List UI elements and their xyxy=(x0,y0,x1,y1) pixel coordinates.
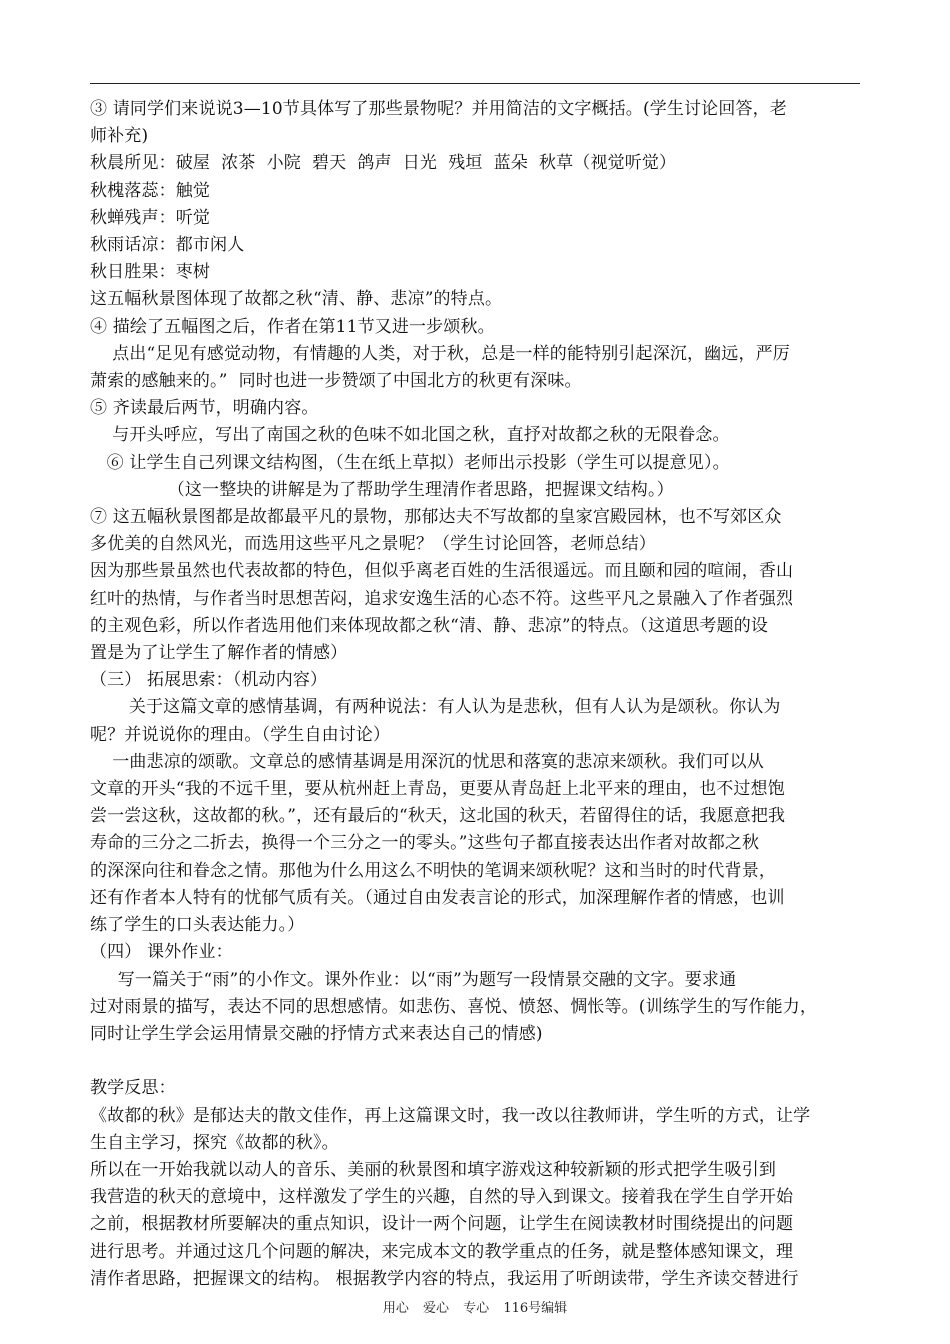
text-line: ⑥ 让学生自己列课文结构图，（生在纸上草拟）老师出示投影（学生可以提意见）。 xyxy=(90,452,730,473)
footer-text-3: 专心 xyxy=(463,1301,490,1316)
document-body xyxy=(90,96,862,1293)
text-line: 一曲悲凉的颂歌。文章总的感情基调是用深沉的忧思和落寞的悲凉来颂秋。我们可以从 xyxy=(90,751,764,772)
text-line: 秋蝉残声：听觉 xyxy=(90,207,211,228)
text-line: 秋晨所见：破屋 浓茶 小院 碧天 鸽声 日光 残垣 蓝朵 秋草（视觉听觉） xyxy=(90,153,677,174)
text-line xyxy=(90,1048,862,1075)
text-line: 教学反思： xyxy=(90,1078,176,1099)
text-line: 与开头呼应，写出了南国之秋的色味不如北国之秋，直抒对故都之秋的无限眷念。 xyxy=(90,425,730,446)
text-line: 秋雨话凉：都市闲人 xyxy=(90,235,245,256)
text-line: （三） 拓展思索：（机动内容） xyxy=(90,670,328,691)
text-line: 还有作者本人特有的忧郁气质有关。（通过自由发表言论的形式，加深理解作者的情感，也训 xyxy=(90,887,785,908)
text-line: 的深深向往和眷念之情。那他为什么用这么不明快的笔调来颂秋呢？这和当时的时代背景， xyxy=(90,860,776,881)
text-line: 呢？并说说你的理由。（学生自由讨论） xyxy=(90,724,391,745)
text-line: 所以在一开始我就以动人的音乐、美丽的秋景图和填字游戏这种较新颖的形式把学生吸引到 xyxy=(90,1159,776,1180)
footer-text-1: 用心 xyxy=(382,1301,409,1316)
text-line: 同时让学生学会运用情景交融的抒情方式来表达自己的情感) xyxy=(90,1023,543,1044)
footer-text-4: 116号编辑 xyxy=(503,1301,568,1316)
text-line: ④ 描绘了五幅图之后，作者在第11节又进一步颂秋。 xyxy=(90,316,495,337)
text-line: 这五幅秋景图体现了故都之秋“清、静、悲凉”的特点。 xyxy=(90,289,503,310)
text-line: 的主观色彩，所以作者选用他们来体现故都之秋“清、静、悲凉”的特点。（这道思考题的设 xyxy=(90,615,769,636)
text-line: 多优美的自然风光，而选用这些平凡之景呢？（学生讨论回答，老师总结） xyxy=(90,534,656,555)
text-line: 点出“足见有感觉动物，有情趣的人类，对于秋，总是一样的能特别引起深沉，幽远，严厉 xyxy=(90,343,790,364)
text-line: 红叶的热情，与作者当时思想苦闷，追求安逸生活的心态不符。这些平凡之景融入了作者强烈 xyxy=(90,588,794,609)
text-line: ③ 请同学们来说说3—10节具体写了那些景物呢？并用简洁的文字概括。(学生讨论回答，老 xyxy=(90,99,787,119)
text-line: 清作者思路，把握课文的结构。 根据教学内容的特点，我运用了听朗读带，学生齐读交替进行 xyxy=(90,1268,799,1289)
text-line: 练了学生的口头表达能力。） xyxy=(90,915,305,936)
text-line: 关于这篇文章的感情基调，有两种说法：有人认为是悲秋，但有人认为是颂秋。你认为 xyxy=(90,697,781,718)
text-line: 文章的开头“我的不远千里，要从杭州赶上青岛，更要从青岛赶上北平来的理由，也不过想饱 xyxy=(90,779,785,800)
text-line: 萧索的感触来的。” 同时也进一步赞颂了中国北方的秋更有深味。 xyxy=(90,371,582,392)
text-line: ⑦ 这五幅秋景图都是故都最平凡的景物，那郁达夫不写故都的皇家宫殿园林，也不写郊区众 xyxy=(90,507,782,528)
text-line: 写一篇关于“雨”的小作文。课外作业：以“雨”为题写一段情景交融的文字。要求通 xyxy=(90,969,737,990)
text-line: 尝一尝这秋，这故都的秋。”，还有最后的“秋天，这北国的秋天，若留得住的话，我愿意把我 xyxy=(90,806,786,827)
text-line: 秋日胜果：枣树 xyxy=(90,262,211,283)
text-line: ⑤ 齐读最后两节，明确内容。 xyxy=(90,398,319,419)
text-line: 之前，根据教材所要解决的重点知识，设计一两个问题，让学生在阅读教材时围绕提出的问题 xyxy=(90,1214,794,1235)
text-line: 过对雨景的描写，表达不同的思想感情。如悲伤、喜悦、愤怒、惆怅等。(训练学生的写作能力， xyxy=(90,996,818,1017)
text-line: 秋槐落蕊：触觉 xyxy=(90,180,211,201)
text-line: 师补充) xyxy=(90,126,149,147)
text-line: 《故都的秋》是郁达夫的散文佳作，再上这篇课文时，我一改以往教师讲，学生听的方式，让学 xyxy=(90,1105,811,1126)
text-line: 因为那些景虽然也代表故都的特色，但似乎离老百姓的生活很遥远。而且颐和园的喧闹，香山 xyxy=(90,561,794,582)
footer-text-2: 爱心 xyxy=(423,1301,450,1316)
text-line: 置是为了让学生了解作者的情感） xyxy=(90,643,348,664)
text-line: （这一整块的讲解是为了帮助学生理清作者思路，把握课文结构。） xyxy=(90,479,674,500)
text-line: 进行思考。并通过这几个问题的解决，来完成本文的教学重点的任务，就是整体感知课文，理 xyxy=(90,1241,794,1262)
text-line: （四） 课外作业： xyxy=(90,942,233,963)
text-line: 生自主学习，探究《故都的秋》。 xyxy=(90,1132,339,1153)
page-footer xyxy=(0,1297,950,1316)
text-line: 寿命的三分之二折去，换得一个三分之一的零头。”这些句子都直接表达出作者对故都之秋 xyxy=(90,833,760,854)
header-rule xyxy=(90,83,860,84)
text-line: 我营造的秋天的意境中，这样激发了学生的兴趣，自然的导入到课文。接着我在学生自学开始 xyxy=(90,1187,794,1208)
